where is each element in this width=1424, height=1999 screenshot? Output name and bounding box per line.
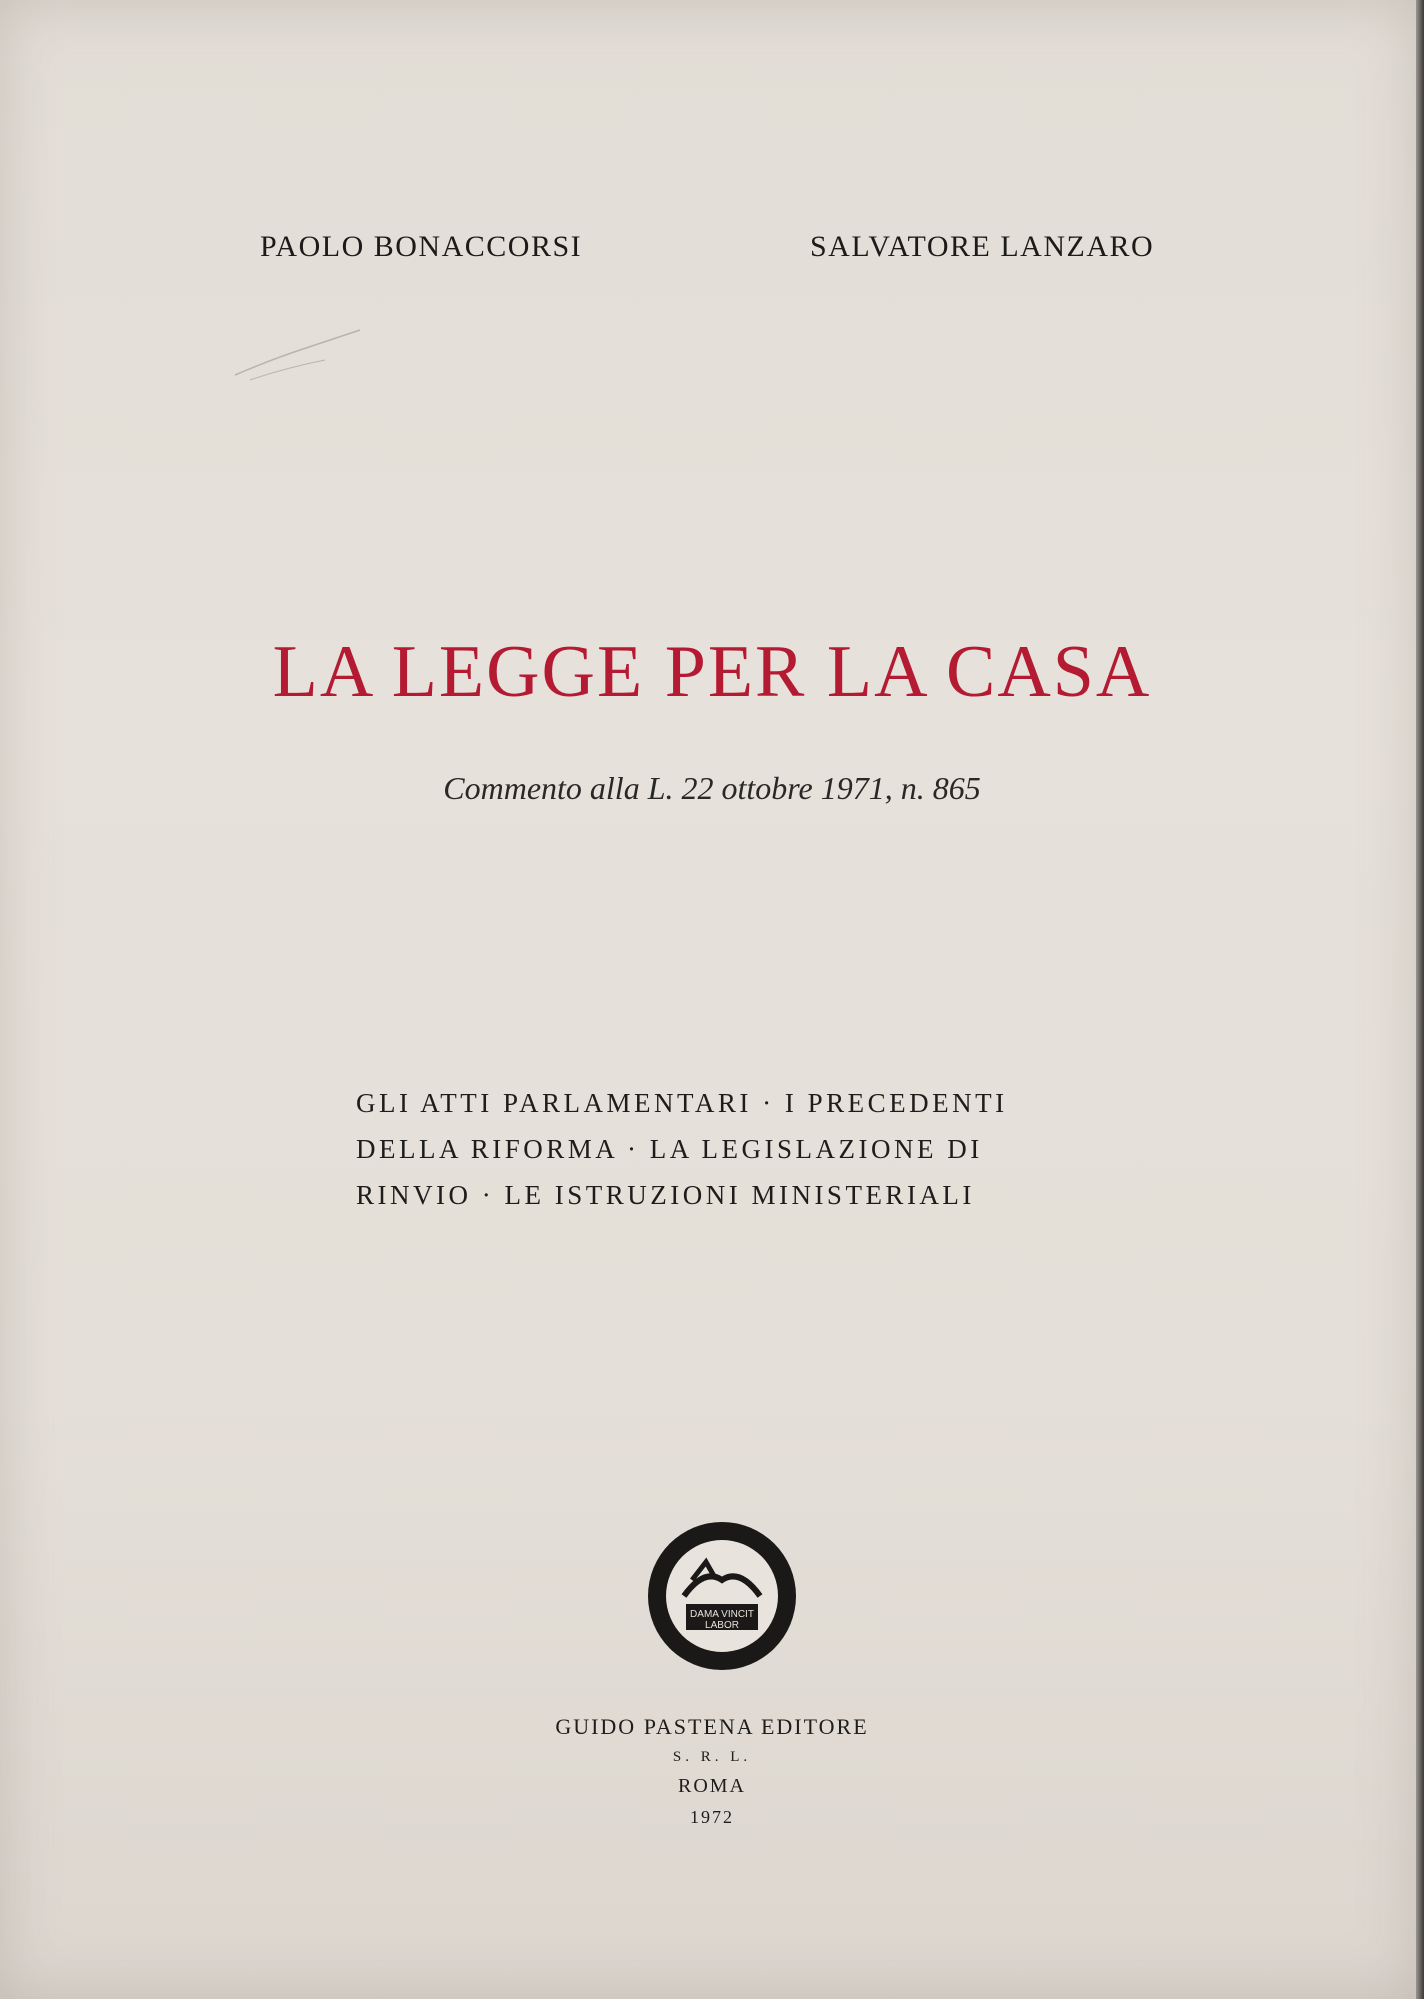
emblem-motto: LABOR xyxy=(705,1620,739,1631)
authors xyxy=(0,230,1424,270)
author-name: PAOLO BONACCORSI xyxy=(260,230,583,263)
publisher-block xyxy=(0,1710,1424,1832)
publisher-city: ROMA xyxy=(677,1775,746,1797)
book-title: LA LEGGE PER LA CASA xyxy=(272,631,1152,713)
emblem-motto: DAMA VINCIT xyxy=(690,1609,754,1620)
pencil-mark xyxy=(230,320,370,390)
page-edge xyxy=(1416,0,1424,1999)
publication-year: 1972 xyxy=(690,1807,734,1827)
contents-line: GLI ATTI PARLAMENTARI · I PRECEDENTI xyxy=(356,1088,1008,1118)
book-subtitle: Commento alla L. 22 ottobre 1971, n. 865 xyxy=(443,770,981,806)
contents-line: RINVIO · LE ISTRUZIONI MINISTERIALI xyxy=(356,1180,975,1210)
publisher-company-type: S. R. L. xyxy=(672,1749,752,1765)
contents-summary xyxy=(356,1080,1116,1218)
contents-line: DELLA RIFORMA · LA LEGISLAZIONE DI xyxy=(356,1134,983,1164)
author-name: SALVATORE LANZARO xyxy=(810,230,1155,263)
publisher-emblem-icon xyxy=(644,1518,800,1674)
publisher-name: GUIDO PASTENA EDITORE xyxy=(555,1714,869,1739)
